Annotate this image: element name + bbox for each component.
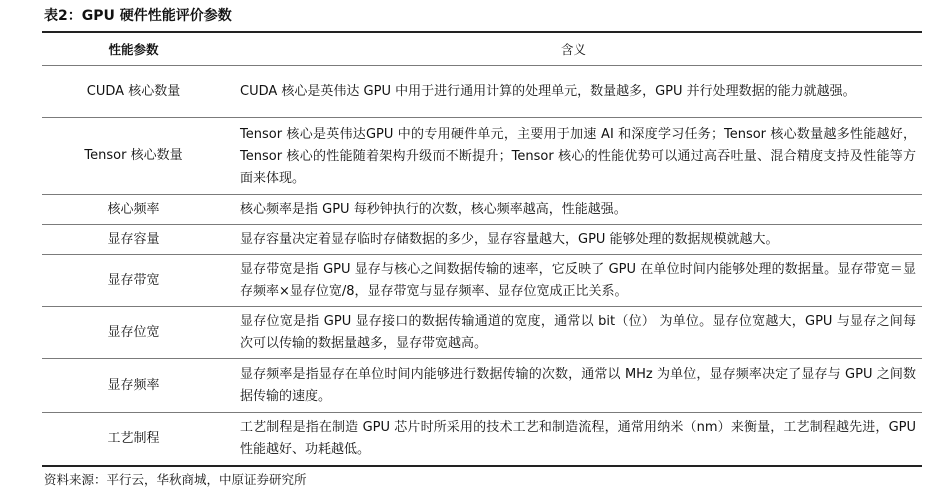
table-row [42, 255, 922, 307]
gpu-parameters-table [42, 33, 922, 467]
meaning-cell: CUDA 核心是英伟达 GPU 中用于进行通用计算的处理单元，数量越多，GPU 并行处理数据的能力就越强。 [225, 66, 922, 118]
header-param: 性能参数 [42, 33, 225, 66]
header-row [42, 33, 922, 66]
table-row [42, 359, 922, 413]
param-cell: 显存带宽 [42, 255, 225, 307]
meaning-cell: 显存容量决定着显存临时存储数据的多少，显存容量越大，GPU 能够处理的数据规模就越大。 [225, 225, 922, 255]
param-cell: 显存容量 [42, 225, 225, 255]
param-cell: 核心频率 [42, 195, 225, 225]
table-figure [42, 6, 922, 489]
param-cell: 工艺制程 [42, 413, 225, 466]
meaning-cell: Tensor 核心是英伟达GPU 中的专用硬件单元，主要用于加速 AI 和深度学习任务；Tensor 核心数量越多性能越好，Tensor 核心的性能随着架构升级而不断提升；Tensor 核心的性能优势可以通过高吞吐量、混合精度支持及性能等方面来体现。 [225, 118, 922, 195]
meaning-cell: 显存位宽是指 GPU 显存接口的数据传输通道的宽度，通常以 bit（位） 为单位。显存位宽越大，GPU 与显存之间每次可以传输的数据量越多，显存带宽越高。 [225, 307, 922, 359]
source-note: 资料来源：平行云，华秋商城，中原证券研究所 [44, 471, 307, 487]
table-row [42, 66, 922, 118]
table-row [42, 413, 922, 466]
meaning-cell: 显存频率是指显存在单位时间内能够进行数据传输的次数，通常以 MHz 为单位，显存频率决定了显存与 GPU 之间数据传输的速度。 [225, 359, 922, 413]
table-row [42, 307, 922, 359]
header-meaning: 含义 [225, 33, 922, 66]
table-row [42, 225, 922, 255]
param-cell: 显存位宽 [42, 307, 225, 359]
table-row [42, 118, 922, 195]
param-cell: Tensor 核心数量 [42, 118, 225, 195]
table-row [42, 195, 922, 225]
param-cell: CUDA 核心数量 [42, 66, 225, 118]
meaning-cell: 工艺制程是指在制造 GPU 芯片时所采用的技术工艺和制造流程，通常用纳米（nm）来衡量，工艺制程越先进，GPU 性能越好、功耗越低。 [225, 413, 922, 466]
meaning-cell: 显存带宽是指 GPU 显存与核心之间数据传输的速率，它反映了 GPU 在单位时间内能够处理的数据量。显存带宽＝显存频率×显存位宽/8，显存带宽与显存频率、显存位宽成正比关系。 [225, 255, 922, 307]
table-title: 表2：GPU 硬件性能评价参数 [44, 8, 232, 24]
param-cell: 显存频率 [42, 359, 225, 413]
meaning-cell: 核心频率是指 GPU 每秒钟执行的次数，核心频率越高，性能越强。 [225, 195, 922, 225]
